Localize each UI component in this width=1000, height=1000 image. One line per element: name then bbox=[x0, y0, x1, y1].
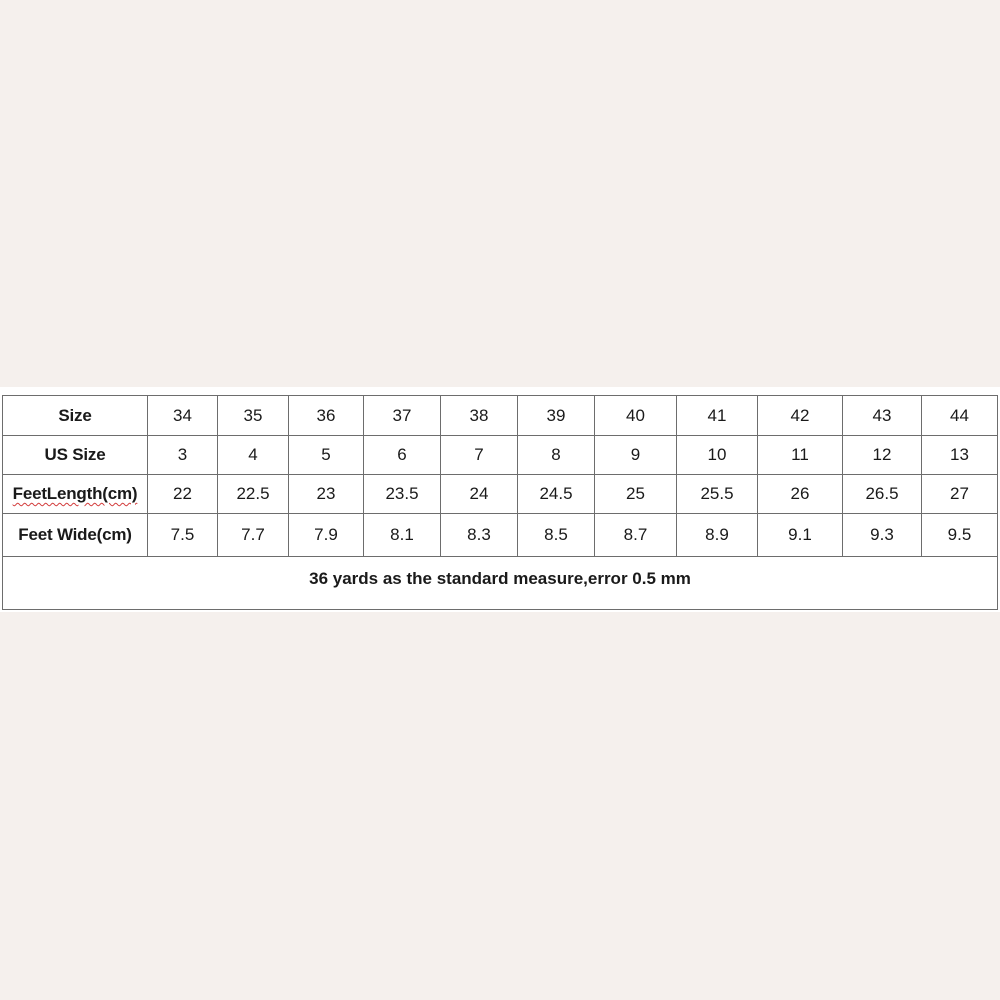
table-cell: 9.3 bbox=[843, 514, 922, 557]
size-chart-table bbox=[2, 395, 998, 610]
table-cell: 25 bbox=[595, 475, 677, 514]
table-cell: 8 bbox=[518, 436, 595, 475]
table-cell: 10 bbox=[677, 436, 758, 475]
table-row-size bbox=[3, 396, 998, 436]
table-cell: 8.7 bbox=[595, 514, 677, 557]
row-label-feet-wide: Feet Wide(cm) bbox=[3, 514, 148, 557]
table-cell: 36 bbox=[289, 396, 364, 436]
table-cell: 38 bbox=[441, 396, 518, 436]
table-cell: 7.9 bbox=[289, 514, 364, 557]
table-cell: 7.7 bbox=[218, 514, 289, 557]
table-cell: 25.5 bbox=[677, 475, 758, 514]
table-row-us-size bbox=[3, 436, 998, 475]
table-cell: 8.3 bbox=[441, 514, 518, 557]
table-cell: 8.1 bbox=[364, 514, 441, 557]
table-cell: 9.5 bbox=[922, 514, 998, 557]
row-label-size: Size bbox=[3, 396, 148, 436]
table-cell: 4 bbox=[218, 436, 289, 475]
table-cell: 23 bbox=[289, 475, 364, 514]
table-cell: 22 bbox=[148, 475, 218, 514]
row-label-us-size: US Size bbox=[3, 436, 148, 475]
table-cell: 35 bbox=[218, 396, 289, 436]
table-row-note bbox=[3, 557, 998, 610]
table-cell: 24.5 bbox=[518, 475, 595, 514]
table-cell: 7.5 bbox=[148, 514, 218, 557]
table-cell: 34 bbox=[148, 396, 218, 436]
size-chart-sheet bbox=[0, 387, 1000, 612]
table-cell: 9 bbox=[595, 436, 677, 475]
row-label-feet-length bbox=[3, 475, 148, 514]
table-cell: 8.9 bbox=[677, 514, 758, 557]
table-cell: 24 bbox=[441, 475, 518, 514]
table-cell: 8.5 bbox=[518, 514, 595, 557]
table-cell: 5 bbox=[289, 436, 364, 475]
size-chart-body bbox=[3, 396, 998, 610]
table-cell: 11 bbox=[758, 436, 843, 475]
table-cell: 9.1 bbox=[758, 514, 843, 557]
table-cell: 40 bbox=[595, 396, 677, 436]
table-cell: 27 bbox=[922, 475, 998, 514]
table-cell: 37 bbox=[364, 396, 441, 436]
measurement-note: 36 yards as the standard measure,error 0.5 mm bbox=[3, 557, 998, 610]
table-cell: 7 bbox=[441, 436, 518, 475]
table-cell: 6 bbox=[364, 436, 441, 475]
table-cell: 43 bbox=[843, 396, 922, 436]
table-cell: 3 bbox=[148, 436, 218, 475]
table-row-feet-length bbox=[3, 475, 998, 514]
spellcheck-underlined-label: FeetLength(cm) bbox=[12, 484, 138, 503]
table-cell: 44 bbox=[922, 396, 998, 436]
table-cell: 26 bbox=[758, 475, 843, 514]
table-cell: 42 bbox=[758, 396, 843, 436]
table-cell: 39 bbox=[518, 396, 595, 436]
table-cell: 26.5 bbox=[843, 475, 922, 514]
table-cell: 13 bbox=[922, 436, 998, 475]
table-cell: 12 bbox=[843, 436, 922, 475]
table-cell: 22.5 bbox=[218, 475, 289, 514]
table-row-feet-wide bbox=[3, 514, 998, 557]
table-cell: 41 bbox=[677, 396, 758, 436]
table-cell: 23.5 bbox=[364, 475, 441, 514]
